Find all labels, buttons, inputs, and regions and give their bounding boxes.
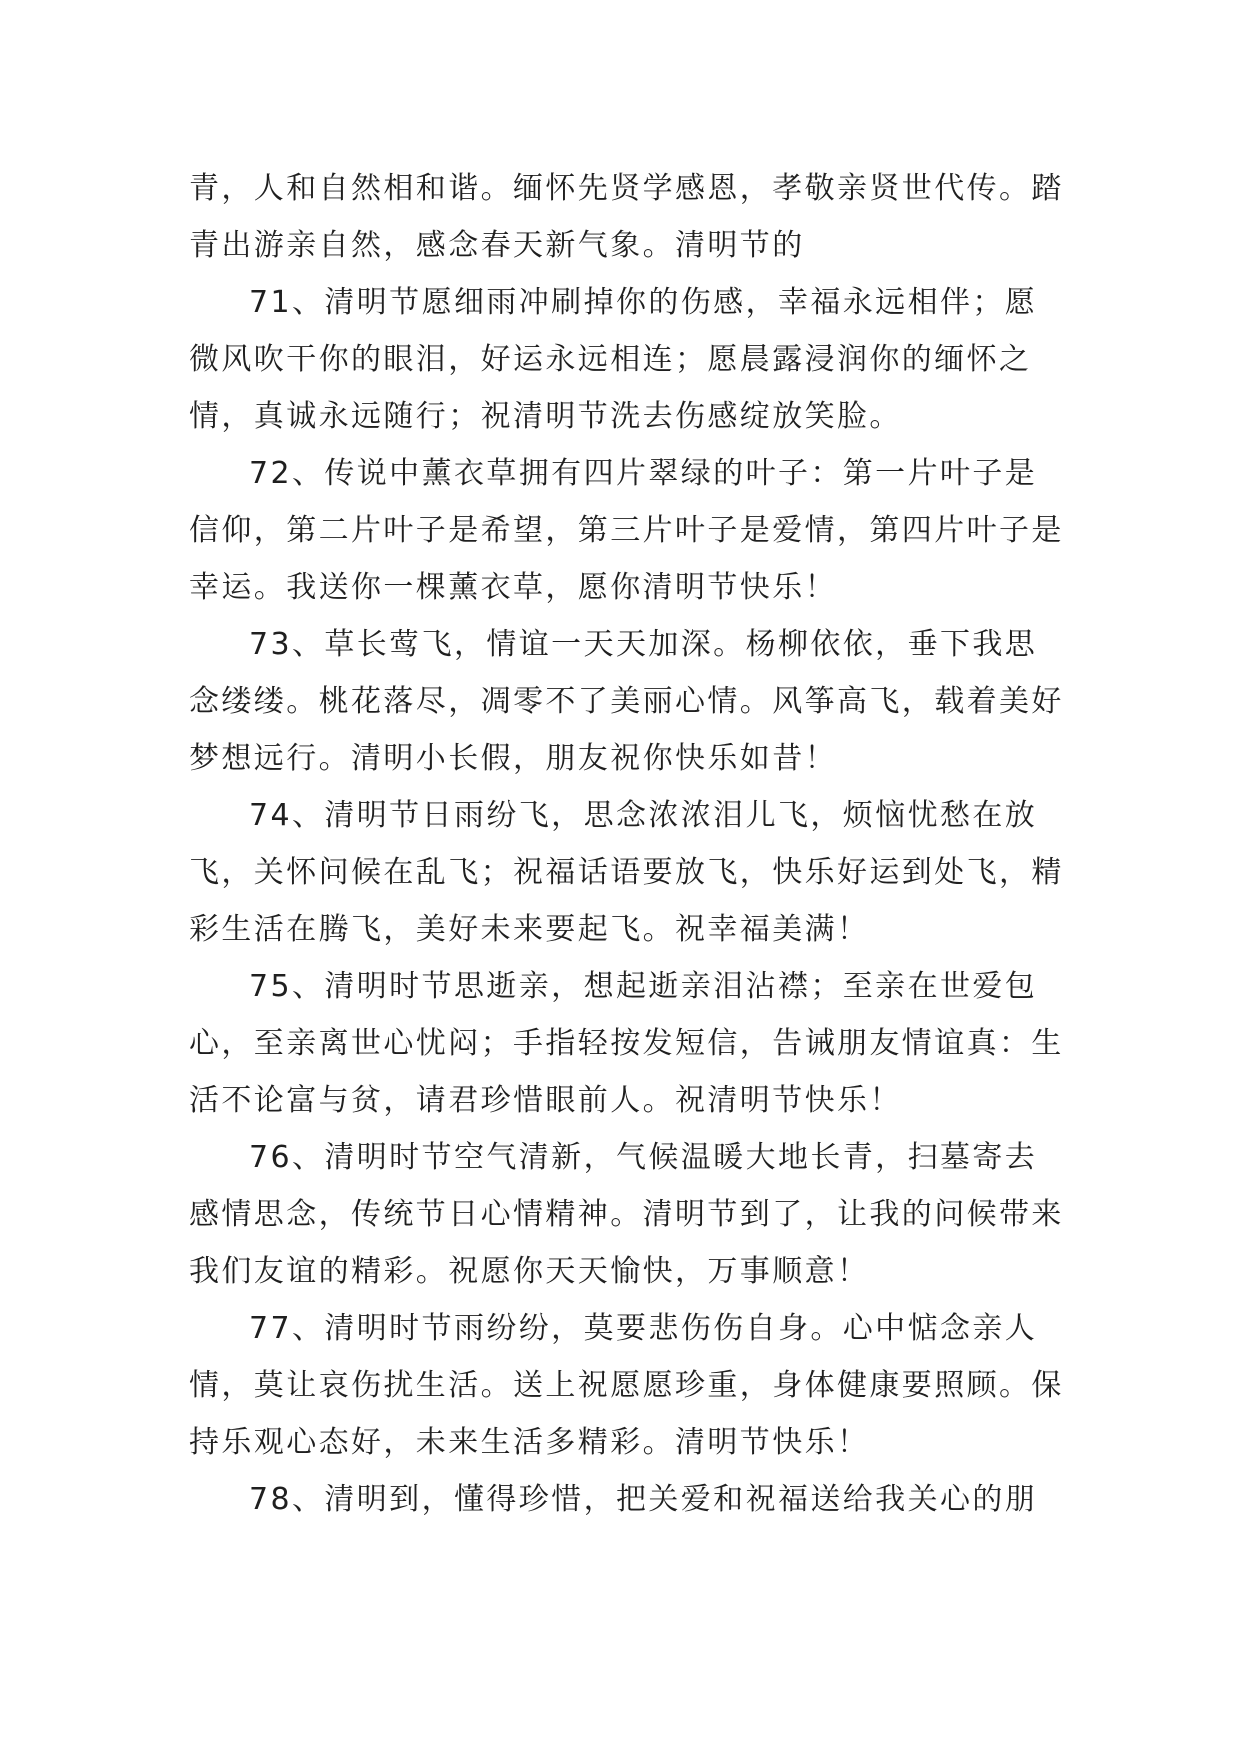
paragraph-71: 71、清明节愿细雨冲刷掉你的伤感，幸福永远相伴；愿微风吹干你的眼泪，好运永远相连；愿晨露浸润你的缅怀之情，真诚永远随行；祝清明节洗去伤感绽放笑脸。	[189, 285, 1038, 434]
paragraph-76: 76、清明时节空气清新，气候温暖大地长青，扫墓寄去感情思念，传统节日心情精神。清明节到了，让我的问候带来我们友谊的精彩。祝愿你天天愉快，万事顺意！	[189, 1140, 1064, 1289]
paragraph-75: 75、清明时节思逝亲，想起逝亲泪沾襟；至亲在世爱包心，至亲离世心忧闷；手指轻按发短信，告诫朋友情谊真：生活不论富与贫，请君珍惜眼前人。祝清明节快乐！	[189, 969, 1064, 1118]
paragraph-74: 74、清明节日雨纷飞，思念浓浓泪儿飞，烦恼忧愁在放飞，关怀问候在乱飞；祝福话语要放飞，快乐好运到处飞，精彩生活在腾飞，美好未来要起飞。祝幸福美满！	[189, 798, 1064, 947]
paragraph-77: 77、清明时节雨纷纷，莫要悲伤伤自身。心中惦念亲人情，莫让哀伤扰生活。送上祝愿愿珍重，身体健康要照顾。保持乐观心态好，未来生活多精彩。清明节快乐！	[189, 1311, 1064, 1460]
document-body	[189, 160, 1064, 1528]
paragraph-78-start: 78、清明到，懂得珍惜，把关爱和祝福送给我关心的朋	[249, 1482, 1038, 1517]
paragraph-72: 72、传说中薰衣草拥有四片翠绿的叶子：第一片叶子是信仰，第二片叶子是希望，第三片叶子是爱情，第四片叶子是幸运。我送你一棵薰衣草，愿你清明节快乐！	[189, 456, 1064, 605]
paragraph-73: 73、草长莺飞，情谊一天天加深。杨柳依依，垂下我思念缕缕。桃花落尽，凋零不了美丽心情。风筝高飞，载着美好梦想远行。清明小长假，朋友祝你快乐如昔！	[189, 627, 1064, 776]
paragraph-70-continuation: 青，人和自然相和谐。缅怀先贤学感恩，孝敬亲贤世代传。踏青出游亲自然，感念春天新气象。清明节的	[189, 171, 1064, 263]
